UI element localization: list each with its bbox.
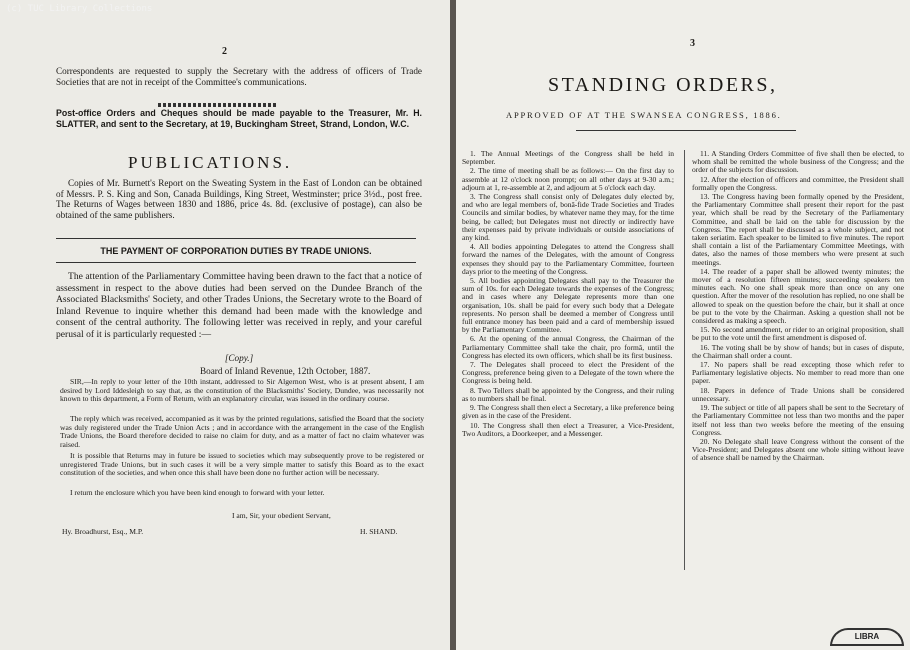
library-stamp: LIBRA xyxy=(830,628,904,646)
copy-label: [Copy.] xyxy=(224,353,254,363)
section-rule-bottom xyxy=(56,262,416,263)
left-page xyxy=(0,0,450,650)
orders-column-1 xyxy=(462,150,674,439)
collection-watermark: (c) TUC Library Collections xyxy=(6,4,153,14)
order-14: 14. The reader of a paper shall be allowed twenty minutes; the mover of a resolution fifteen minutes; succeeding speakers ten minutes each. No one shall speak more than once on any one question. After the mover of the resolution has replied, no one shall be allowed to speak on the question before the chair, but it shall at once be put to the vote by the Chairman. Asking a question shall not be considered as making a speech. xyxy=(692,266,904,326)
order-20: 20. No Delegate shall leave Congress without the consent of the Vice-President; and Delegates absent one whole sitting without leave of absence shall be named by the Chairman. xyxy=(692,436,904,463)
order-5: 5. All bodies appointing Delegates shall pay to the Treasurer the sum of 10s. for each Delegate towards the expenses of the Congress; and in cases where any Delegate represents more than one organisation, 10s. shall be paid for every such body that a Delegate represents. No person shall be deemed a member of Congress until full entrance money has been paid and a card of membership issued by the Parliamentary Committee. xyxy=(462,276,674,335)
correspondents-notice: Correspondents are requested to supply the Secretary with the address of officers of Trade Societies that are not in receipt of the Committee's communications. xyxy=(56,66,422,87)
letter-date: Board of Inland Revenue, 12th October, 1887. xyxy=(200,366,371,376)
letter-closing: I am, Sir, your obedient Servant, xyxy=(232,511,331,520)
order-6: 6. At the opening of the annual Congress, the Chairman of the Parliamentary Committee shall take the chair, pro formâ, until the Congress has elected its own officers, which shall be its first business. xyxy=(462,334,674,360)
publications-text: Copies of Mr. Burnett's Report on the Sweating System in the East of London can be obtained of Messrs. P. S. King and Son, Canada Buildings, King Street, Westminster; price 3½d., post free. The Returns of Wages between 1830 and 1886, price 4s. 8d. (exclusive of postage), can also be obtained of the same publishers. xyxy=(56,178,422,220)
standing-orders-subtitle: APPROVED OF AT THE SWANSEA CONGRESS, 1886. xyxy=(506,110,782,120)
order-2: 2. The time of meeting shall be as follows:— On the first day to assemble at 12 o'clock noon prompt; on all other days at 9-30 a.m.; adjourn at 1, re-assemble at 2, and adjourn at 5 o'clock each day. xyxy=(462,166,674,192)
order-18: 18. Papers in defence of Trade Unions shall be considered unnecessary. xyxy=(692,385,904,403)
order-19: 19. The subject or title of all papers shall be sent to the Secretary of the Parliamentary Committee not less than two months and the paper itself not less than two weeks before the meeting of the ensuing Congress. xyxy=(692,403,904,437)
order-8: 8. Two Tellers shall be appointed by the Congress, and their ruling as to numbers shall be final. xyxy=(462,385,674,403)
order-7: 7. The Delegates shall proceed to elect the President of the Congress, preference being given to a Delegate of the town where the Congress is being held. xyxy=(462,360,674,386)
order-9: 9. The Congress shall then elect a Secretary, a like preference being given as in the case of the President. xyxy=(462,403,674,421)
order-3: 3. The Congress shall consist only of Delegates duly elected by, and who are legal members of, bonâ-fide Trade Societies and Trades Councils and similar bodies, by whatever name they may, for the time being, be called; but Delegates must not directly or indirectly have their expenses paid by private individuals or outside associations of any kind. xyxy=(462,192,674,243)
order-17: 17. No papers shall be read excepting those which refer to Parliamentary legislative objects. No member to read more than one paper. xyxy=(692,360,904,386)
publications-heading: PUBLICATIONS. xyxy=(128,153,293,172)
letter-paragraph-3: It is possible that Returns may in future be issued to societies which may subsequently prove to be registered or unregistered Trade Unions, but in such cases it will be a very simple matter to satisfy this Board as to the exact constitution of the societies, and when once this shall have been done no further action will be necessary. xyxy=(60,451,424,478)
right-page-number: 3 xyxy=(690,38,695,49)
title-rule xyxy=(576,130,796,131)
column-divider xyxy=(684,150,685,570)
right-page xyxy=(456,0,910,650)
payment-heading: THE PAYMENT OF CORPORATION DUTIES BY TRADE UNIONS. xyxy=(100,246,372,256)
order-10: 10. The Congress shall then elect a Treasurer, a Vice-President, Two Auditors, a Doorkeeper, and a Messenger. xyxy=(462,420,674,438)
order-13: 13. The Congress having been formally opened by the President, the Parliamentary Committee shall present their report for the past year, which shall be read by the Secretary of the Parliamentary Committee, and shall be laid on the table for discussion by the Congress. The report shall be discussed as a whole subject, and not taken seriatim. Each speaker to be limited to five minutes. The report shall contain a list of the Parliamentary Committee Meetings, with dates, also the names of those members who were present at such meetings. xyxy=(692,192,904,267)
letter-paragraph-2: The reply which was received, accompanied as it was by the printed regulations, satisfied the Board that the society was duly registered under the Trade Union Acts ; and in accordance with the arrangement in the case of the English Trade Unions, the Board therefore decided to raise no claim for duty, and as a matter of fact no claim whatever was raised. xyxy=(60,414,424,449)
letter-signature: H. SHAND. xyxy=(360,527,398,536)
left-page-number: 2 xyxy=(222,46,227,57)
order-12: 12. After the election of officers and committee, the President shall formally open the Congress. xyxy=(692,174,904,192)
letter-paragraph-4: I return the enclosure which you have been kind enough to forward with your letter. xyxy=(70,488,325,497)
order-15: 15. No second amendment, or rider to an original proposition, shall be put to the vote until the first amendment is disposed of. xyxy=(692,325,904,343)
order-11: 11. A Standing Orders Committee of five shall then be elected, to whom shall be remitted the whole business of the Congress; and the order of the subjects for discussion. xyxy=(692,149,904,175)
order-1: 1. The Annual Meetings of the Congress shall be held in September. xyxy=(462,149,674,167)
letter-addressee: Hy. Broadhurst, Esq., M.P. xyxy=(62,527,144,536)
post-office-notice: Post-office Orders and Cheques should be made payable to the Treasurer, Mr. H. SLATTER, and sent to the Secretary, at 19, Buckingham Street, Strand, London, W.C. xyxy=(56,108,422,129)
orders-column-2 xyxy=(692,150,904,464)
divider-wavy xyxy=(158,103,278,107)
section-rule-top xyxy=(56,238,416,239)
standing-orders-title: STANDING ORDERS, xyxy=(548,74,778,96)
order-16: 16. The voting shall be by show of hands; but in cases of dispute, the Chairman shall order a count. xyxy=(692,342,904,360)
letter-paragraph-1: SIR,—In reply to your letter of the 10th instant, addressed to Sir Algernon West, who is at present absent, I am desired by Lord Iddesleigh to say that, as the constitution of the Blacksmiths' Society, Dundee, was necessarily not known to this department, a Form of Return, with an explanatory circular, was issued in the ordinary course. xyxy=(60,377,424,404)
order-4: 4. All bodies appointing Delegates to attend the Congress shall forward the names of the Delegates, with the amount of Congress expenses they should pay to the Parliamentary Committee, fourteen days prior to the meeting of the Congress. xyxy=(462,242,674,276)
payment-intro: The attention of the Parliamentary Committee having been drawn to the fact that a notice of assessment in respect to the above duties had been served on the Dundee Branch of the Associated Blacksmiths' Society, and other Trades Unions, the Secretary wrote to the Board of Inland Revenue to inquire whether this demand had been made with the knowledge and consent of the central authority. The following letter was received in reply, and your careful perusal of it is particularly requested :— xyxy=(56,271,422,340)
